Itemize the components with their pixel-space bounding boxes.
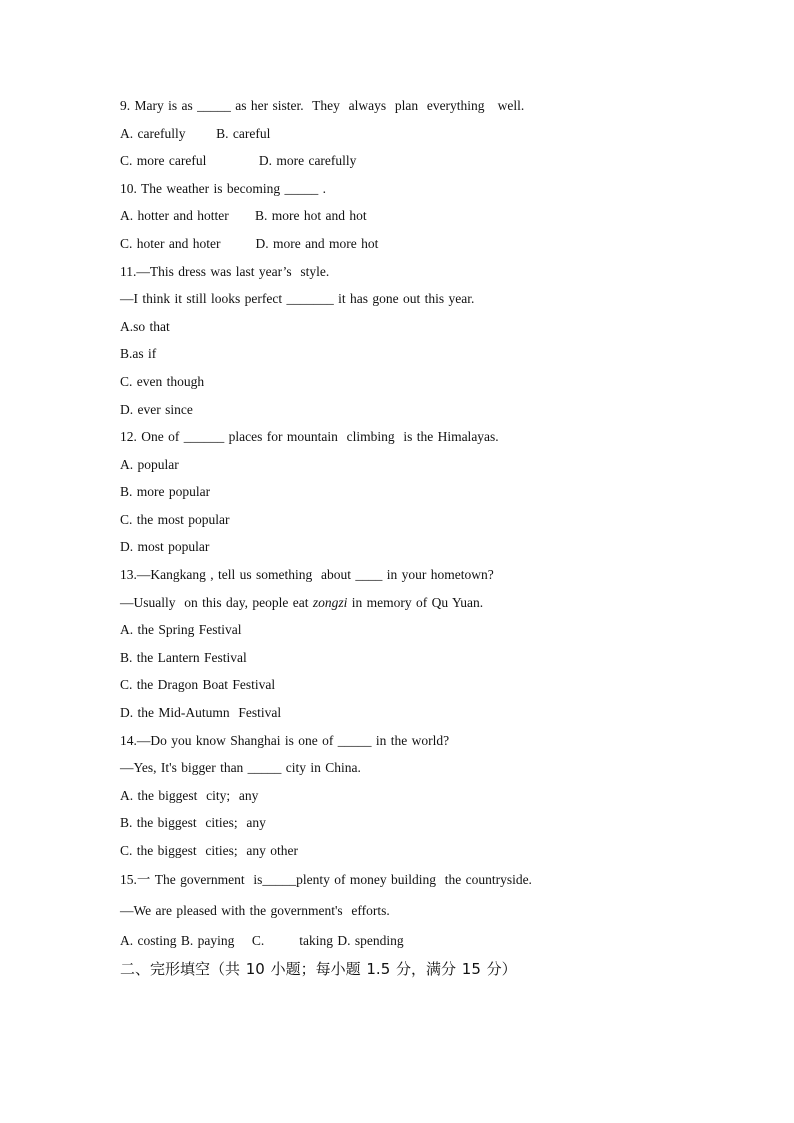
question-9-options-cd: C. more careful D. more carefully	[120, 153, 357, 168]
question-11-option-c: C. even though	[120, 374, 205, 389]
question-9-stem: 9. Mary is as _____ as her sister. They always plan everything well.	[120, 98, 525, 113]
question-11-option-a: A.so that	[120, 319, 170, 334]
question-14-stem: 14.—Do you know Shanghai is one of _____ in the world?	[120, 733, 450, 748]
question-14-option-b: B. the biggest cities; any	[120, 815, 266, 830]
question-14-reply: —Yes, It's bigger than _____ city in China.	[120, 760, 361, 775]
section-heading: 二、完形填空（共 10 小题；每小题 1.5 分，满分 15 分）	[120, 960, 517, 978]
question-13-reply-end: in memory of Qu Yuan.	[347, 595, 484, 610]
question-14-option-a: A. the biggest city; any	[120, 788, 259, 803]
question-12-stem: 12. One of ______ places for mountain climbing is the Himalayas.	[120, 429, 499, 444]
question-13-option-d: D. the Mid-Autumn Festival	[120, 705, 282, 720]
question-10-options-cd: C. hoter and hoter D. more and more hot	[120, 236, 379, 251]
question-13-reply	[120, 594, 483, 612]
question-15-stem: 15.一 The government is_____plenty of money building the countryside.	[120, 872, 532, 887]
question-12-option-c: C. the most popular	[120, 512, 230, 527]
question-9-options-ab: A. carefully B. careful	[120, 126, 271, 141]
question-13-reply-start: —Usually on this day, people eat	[120, 595, 313, 610]
question-13-option-c: C. the Dragon Boat Festival	[120, 677, 276, 692]
question-12-option-a: A. popular	[120, 457, 179, 472]
question-12-option-b: B. more popular	[120, 484, 211, 499]
question-11-option-b: B.as if	[120, 346, 157, 361]
question-14-option-c: C. the biggest cities; any other	[120, 843, 298, 858]
question-13-stem: 13.—Kangkang , tell us something about ____ in your hometown?	[120, 567, 494, 582]
question-10-stem: 10. The weather is becoming _____ .	[120, 181, 326, 196]
question-11-reply: —I think it still looks perfect _______ it has gone out this year.	[120, 291, 475, 306]
question-13-option-b: B. the Lantern Festival	[120, 650, 247, 665]
question-15-options: A. costing B. paying C. taking D. spending	[120, 933, 404, 948]
question-13-reply-italic-word: zongzi	[312, 595, 348, 610]
question-10-options-ab: A. hotter and hotter B. more hot and hot	[120, 208, 367, 223]
question-15-reply: —We are pleased with the government's efforts.	[120, 903, 390, 918]
question-12-option-d: D. most popular	[120, 539, 210, 554]
question-11-stem: 11.—This dress was last year’s style.	[120, 264, 330, 279]
question-11-option-d: D. ever since	[120, 402, 193, 417]
question-13-option-a: A. the Spring Festival	[120, 622, 242, 637]
